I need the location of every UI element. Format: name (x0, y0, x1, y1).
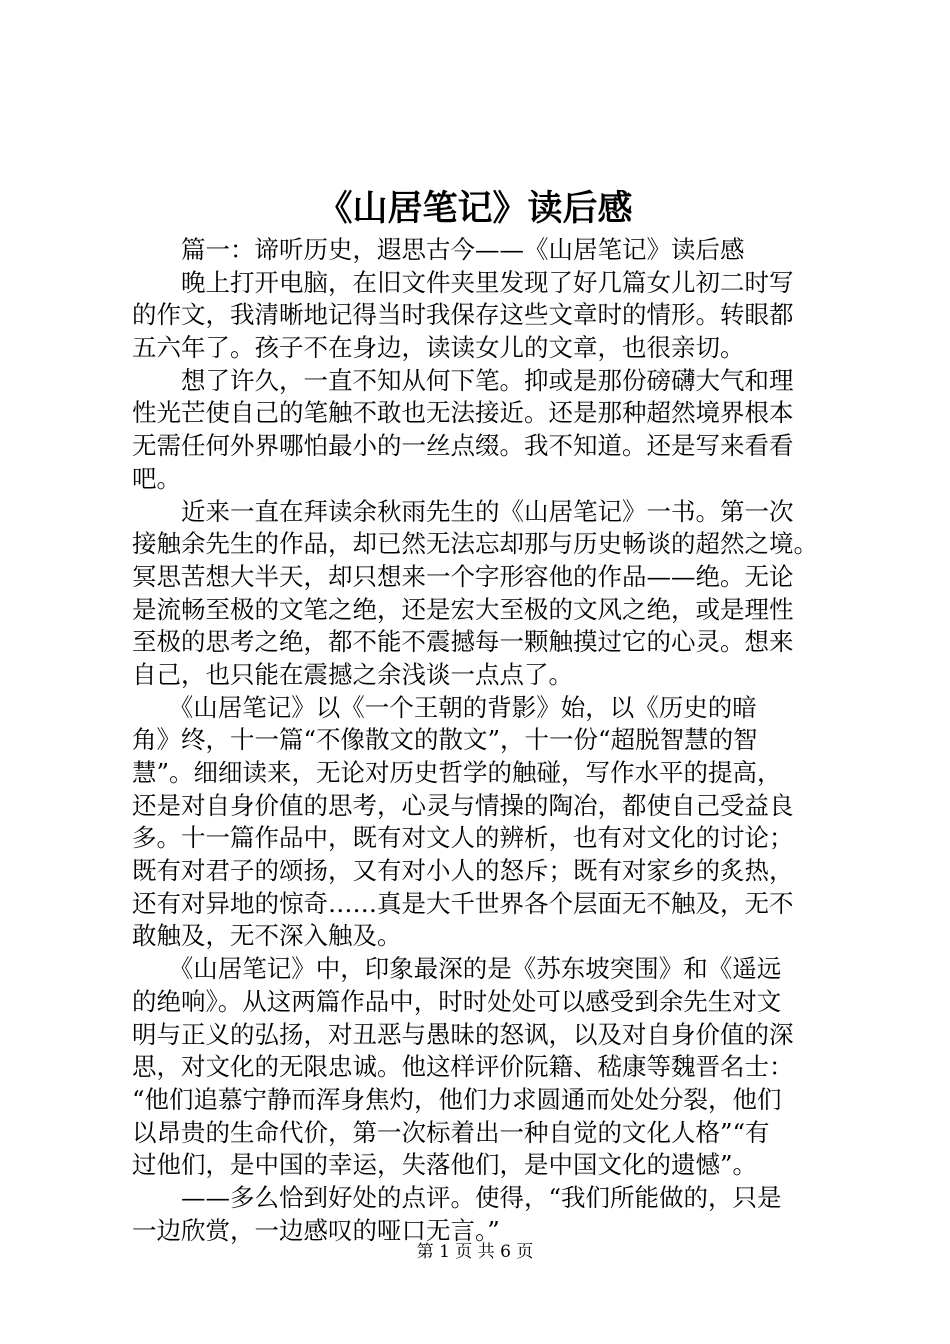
text-line: 吧。 (132, 463, 181, 493)
text-line: 晚上打开电脑，在旧文件夹里发现了好几篇女儿初二时写 (132, 267, 794, 297)
text-line: 以昂贵的生命代价，第一次标着出一种自觉的文化人格”“有 (132, 1117, 770, 1147)
text-line: 五六年了。孩子不在身边，读读女儿的文章，也很亲切。 (132, 333, 745, 363)
text-line: 的绝响》。从这两篇作品中，时时处处可以感受到余先生对文 (132, 986, 782, 1016)
text-line: 冥思苦想大半天，却只想来一个字形容他的作品——绝。无论 (132, 561, 794, 591)
text-line: 一边欣赏，一边感叹的哑口无言。” (132, 1215, 500, 1245)
text-line: 性光芒使自己的笔触不敢也无法接近。还是那种超然境界根本 (132, 398, 794, 428)
text-line: 慧”。细细读来，无论对历史哲学的触碰，写作水平的提高， (132, 758, 782, 787)
text-line: 无需任何外界哪怕最小的一丝点缀。我不知道。还是写来看看 (132, 431, 794, 461)
text-line: 是流畅至极的文笔之绝，还是宏大至极的文风之绝，或是理性 (132, 594, 794, 624)
text-line: 想了许久，一直不知从何下笔。抑或是那份磅礴大气和理 (132, 365, 794, 395)
text-line: 思，对文化的无限忠诚。他这样评价阮籍、嵇康等魏晋名士： (132, 1052, 794, 1082)
page-footer: 第 1 页 共 6 页 (416, 1242, 534, 1262)
text-line: 明与正义的弘扬，对丑恶与愚昧的怒讽，以及对自身价值的深 (132, 1019, 794, 1049)
text-line: 《山居笔记》以《一个王朝的背影》始，以《历史的暗 (132, 692, 757, 722)
text-line: ——多么恰到好处的点评。使得，“我们所能做的，只是 (132, 1182, 782, 1212)
text-line: 《山居笔记》中，印象最深的是《苏东坡突围》和《遥远 (132, 954, 782, 984)
text-line: 还是对自身价值的思考，心灵与情操的陶冶，都使自己受益良 (132, 790, 794, 820)
text-line: 近来一直在拜读余秋雨先生的《山居笔记》一书。第一次 (132, 496, 794, 526)
text-line: 还有对异地的惊奇……真是大千世界各个层面无不触及，无不 (132, 888, 794, 918)
document-body (132, 234, 832, 1247)
text-line: 过他们，是中国的幸运，失落他们，是中国文化的遗憾”。 (132, 1150, 758, 1180)
text-line: 篇一：谛听历史，遐思古今——《山居笔记》读后感 (132, 235, 745, 264)
text-line: 多。十一篇作品中，既有对文人的辨析，也有对文化的讨论； (132, 823, 794, 853)
text-line: 角》终，十一篇“不像散文的散文”，十一份“超脱智慧的智 (132, 725, 758, 755)
text-line: 自己，也只能在震撼之余浅谈一点点了。 (132, 659, 573, 689)
text-line: 接触余先生的作品，却已然无法忘却那与历史畅谈的超然之境。 (132, 529, 818, 559)
text-line: 至极的思考之绝，都不能不震撼每一颗触摸过它的心灵。想来 (132, 627, 794, 657)
text-line: 的作文，我清晰地记得当时我保存这些文章时的情形。转眼都 (132, 300, 794, 330)
document-title: 《山居笔记》读后感 (317, 188, 633, 229)
text-line: 敢触及，无不深入触及。 (132, 921, 402, 951)
text-line: 既有对君子的颂扬，又有对小人的怒斥；既有对家乡的炙热， (132, 856, 794, 886)
text-line: “他们追慕宁静而浑身焦灼，他们力求圆通而处处分裂，他们 (132, 1084, 782, 1114)
